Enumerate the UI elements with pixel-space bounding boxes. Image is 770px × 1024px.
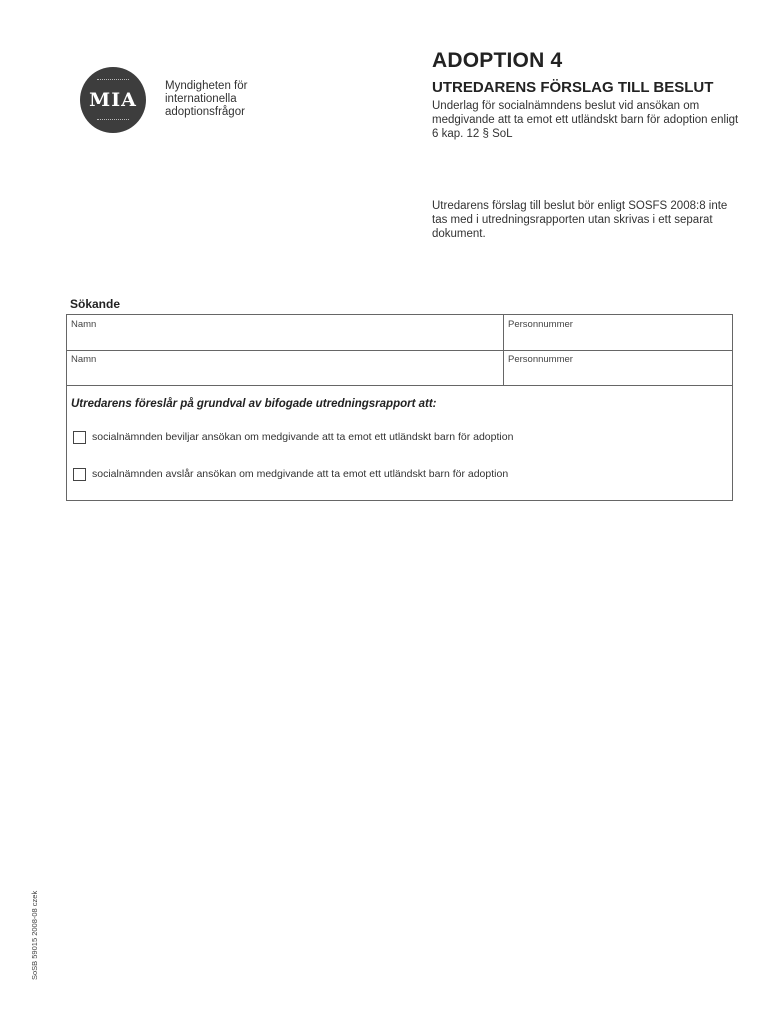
applicant-1-name-input[interactable]	[71, 331, 499, 348]
applicant-row	[67, 315, 732, 351]
applicant-2-personal-number-input[interactable]	[508, 366, 728, 383]
document-header	[432, 49, 742, 141]
name-label: Namn	[71, 354, 97, 365]
name-label: Namn	[71, 319, 97, 330]
approve-option-label: socialnämnden beviljar ansökan om medgivande att ta emot ett utländskt barn för adoption	[92, 431, 514, 443]
applicant-1-personal-number-input[interactable]	[508, 331, 728, 348]
mia-logo-mark	[80, 67, 146, 133]
personal-number-cell	[504, 315, 732, 350]
logo-mark-text: MIA	[89, 89, 137, 111]
approve-option[interactable]	[73, 429, 513, 445]
form-code: SoSB 59015 2008-08 czek	[30, 890, 39, 980]
applicants-section-title: Sökande	[70, 297, 121, 311]
logo-agency-name	[165, 80, 247, 119]
logo-line: internationella	[165, 93, 237, 105]
proposal-heading: Utredarens föreslår på grundval av bifogade utredningsrapport att:	[71, 398, 437, 410]
instruction-note: Utredarens förslag till beslut bör enligt SOSFS 2008:8 inte tas med i utredningsrapporten utan skrivas i ett separat dokument.	[432, 200, 728, 240]
reject-option[interactable]	[73, 466, 508, 482]
personal-number-label: Personnummer	[508, 319, 573, 330]
logo-line: Myndigheten för	[165, 80, 248, 92]
name-cell	[67, 350, 504, 385]
applicant-row	[67, 350, 732, 386]
document-title: ADOPTION 4	[432, 49, 563, 72]
reject-option-label: socialnämnden avslår ansökan om medgivande att ta emot ett utländskt barn för adoption	[92, 468, 509, 480]
personal-number-cell	[504, 350, 732, 385]
applicant-2-name-input[interactable]	[71, 366, 499, 383]
document-subtitle: UTREDARENS FÖRSLAG TILL BESLUT	[432, 79, 714, 96]
mia-logo	[80, 67, 260, 133]
document-description: Underlag för socialnämndens beslut vid ansökan om medgivande att ta emot ett utländskt barn för adoption enligt 6 kap. 12 § SoL	[432, 100, 739, 140]
approve-checkbox[interactable]	[73, 431, 86, 444]
reject-checkbox[interactable]	[73, 468, 86, 481]
personal-number-label: Personnummer	[508, 354, 573, 365]
decision-form	[66, 314, 733, 501]
name-cell	[67, 315, 504, 350]
logo-line: adoptionsfrågor	[165, 106, 245, 118]
